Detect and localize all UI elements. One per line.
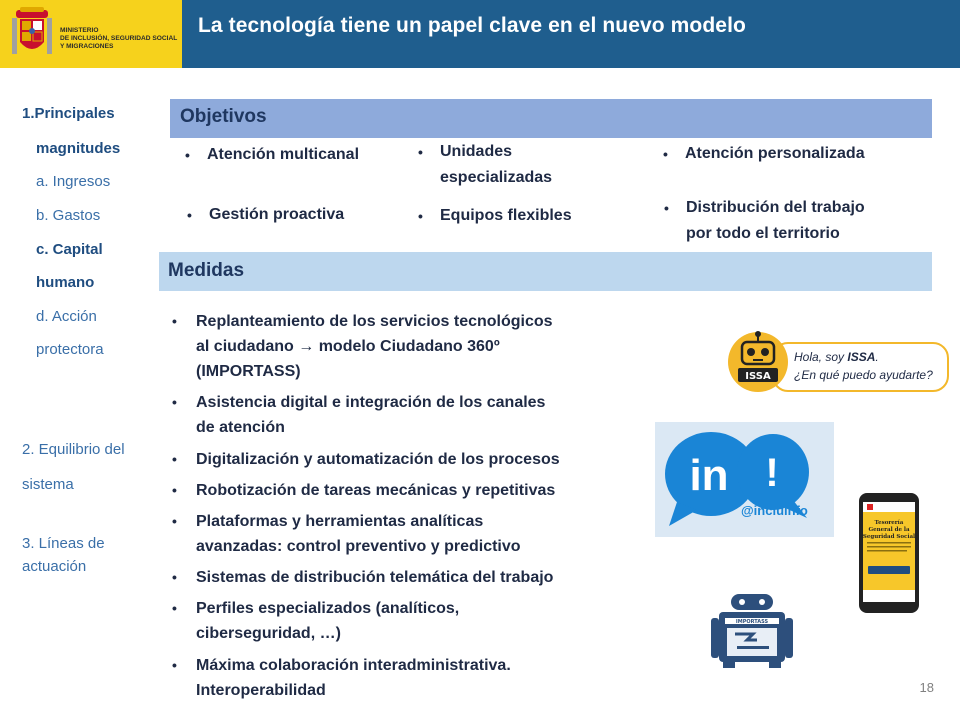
phone-title-line: Seguridad Social [862,534,916,540]
medida-item: • Asistencia digital e integración de los canales de atención [196,390,616,440]
bullet-icon: • [172,394,177,410]
bullet-icon: • [172,657,177,673]
incluinfo-in-text: in [689,451,729,500]
phone-title-line: General de la [868,527,910,533]
nav-item-capital[interactable]: c. Capital [36,241,103,258]
medida-item: • Digitalización y automatización de los procesos [196,447,616,472]
bullet-icon: • [172,482,177,498]
incluinfo-handle: @incluinfo [741,503,808,518]
ministry-name: MINISTERIO DE INCLUSIÓN, SEGURIDAD SOCIAL Y MIGRACIONES [60,27,178,50]
bullet-icon: • [187,207,192,223]
medida-item: • Perfiles especializados (analíticos, ciberseguridad, …) [196,596,616,646]
objetivo-item: • Distribución del trabajo por todo el territorio [686,195,865,247]
nav-item-gastos[interactable]: b. Gastos [36,207,101,224]
medidas-heading: Medidas [168,260,245,281]
bullet-icon: • [185,147,190,163]
medida-item: • Plataformas y herramientas analíticas avanzadas: control preventivo y predictivo [196,509,616,559]
bullet-icon: • [172,513,177,529]
objetivos-heading: Objetivos [180,106,267,127]
nav-item-ingresos[interactable]: a. Ingresos [36,173,111,190]
medidas-bar [159,252,932,291]
incluinfo-bubbles-icon [655,422,834,537]
bullet-icon: • [418,144,423,160]
smartphone-icon [858,492,920,614]
bullet-icon: • [172,600,177,616]
nav-item-magnitudes[interactable]: magnitudes [36,140,121,157]
medida-item: • Replanteamiento de los servicios tecnológicos al ciudadano → modelo Ciudadano 360º (IMPORTASS) [196,309,616,384]
bullet-icon: • [664,200,669,216]
issa-badge-label: ISSA [745,371,771,382]
issa-robot-icon [727,328,789,396]
objetivo-item: • Equipos flexibles [440,203,572,229]
objetivo-item: • Atención multicanal [207,142,359,168]
bullet-icon: • [663,146,668,162]
bullet-icon: • [172,313,177,329]
incluinfo-exclamation: ! [765,451,779,495]
coat-of-arms-icon [10,6,54,60]
objetivos-bar [170,99,932,138]
nav-item-accion[interactable]: d. Acción [36,308,97,325]
issa-bubble-text: Hola, soy ISSA. ¿En qué puedo ayudarte? [794,350,933,382]
nav-item-lineas[interactable]: 3. Líneas de [22,535,105,552]
ministry-logo-block [0,0,182,68]
incluinfo-image [655,422,834,537]
bullet-icon: • [172,451,177,467]
nav-item-humano[interactable]: humano [36,274,95,291]
page-number: 18 [919,680,934,695]
objetivo-item: • Unidades especializadas [440,139,552,191]
page-title: La tecnología tiene un papel clave en el nuevo modelo [198,14,746,37]
medida-item: • Máxima colaboración interadministrativa. Interoperabilidad [196,653,616,703]
phone-title-line: Tesorería [874,520,904,526]
objetivo-item: • Atención personalizada [685,141,865,167]
medida-item: • Robotización de tareas mecánicas y repetitivas [196,478,616,503]
nav-item-principales[interactable]: 1.Principales [22,105,115,122]
medida-item: • Sistemas de distribución telemática del trabajo [196,565,616,590]
bullet-icon: • [418,208,423,224]
nav-item-sistema[interactable]: sistema [22,476,74,493]
objetivo-item: • Gestión proactiva [209,202,344,228]
nav-item-actuacion[interactable]: actuación [22,558,87,575]
bullet-icon: • [172,569,177,585]
nav-item-protectora[interactable]: protectora [36,341,104,358]
nav-item-equilibrio[interactable]: 2. Equilibrio del [22,441,125,458]
importass-label: IMPORTASS [735,619,769,625]
importass-robot-icon [709,592,795,668]
